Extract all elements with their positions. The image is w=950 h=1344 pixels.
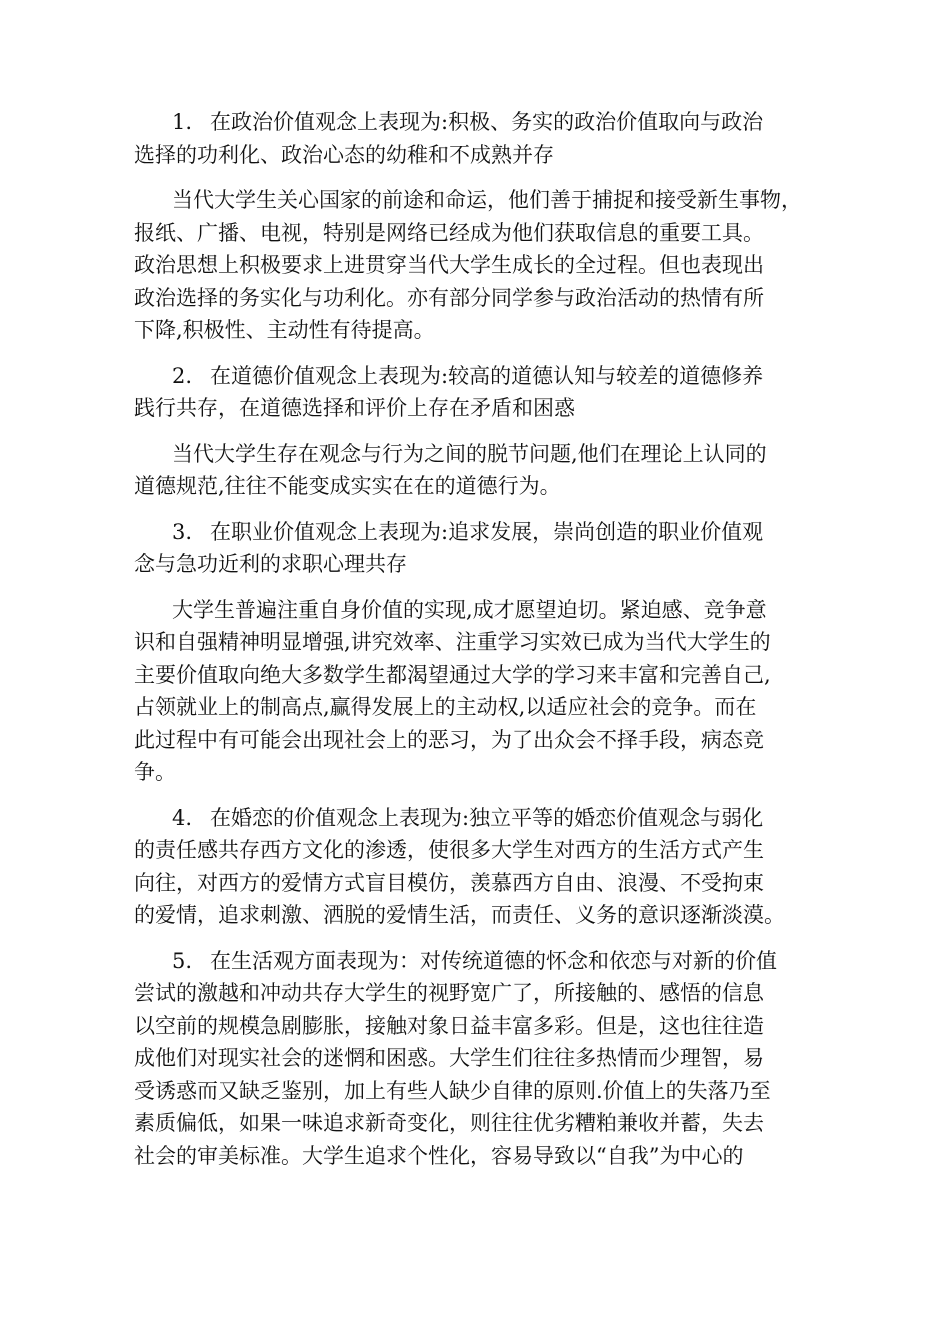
body-line: 社会的审美标准。大学生追求个性化，容易导致以“自我”为中心的 (134, 1143, 744, 1168)
body-line: 受诱惑而又缺乏鉴别，加上有些人缺少自律的原则.价值上的失落乃至 (134, 1078, 771, 1103)
heading-line: 念与急功近利的求职心理共存 (134, 552, 407, 576)
body-line: 主要价值取向绝大多数学生都渴望通过大学的学习来丰富和完善自己, (134, 662, 771, 687)
heading-line: 在职业价值观念上表现为:追求发展，崇尚创造的职业价值观 (210, 519, 764, 544)
section-heading-2 (134, 360, 834, 425)
body-line: 占领就业上的制高点,赢得发展上的主动权,以适应社会的竞争。而在 (134, 695, 757, 719)
heading-line: 践行共存，在道德选择和评价上存在矛盾和困惑 (134, 396, 575, 420)
body-paragraph-3 (134, 594, 834, 789)
body-line: 政治思想上积极要求上进贯穿当代大学生成长的全过程。但也表现出 (134, 253, 764, 277)
document-body (134, 106, 834, 1172)
body-line: 成他们对现实社会的迷惘和困惑。大学生们往往多热情而少理智，易 (134, 1046, 764, 1070)
body-line: 大学生普遍注重自身价值的实现,成才愿望迫切。紧迫感、竞争意 (172, 597, 767, 622)
body-line: 道德规范,往往不能变成实实在在的道德行为。 (134, 474, 561, 498)
body-line: 争。 (134, 760, 176, 784)
heading-line: 在生活观方面表现为：对传统道德的怀念和依恋与对新的价值 (210, 948, 777, 973)
body-line: 下降,积极性、主动性有待提高。 (134, 318, 435, 342)
section-heading-5 (134, 945, 834, 1173)
section-heading-1 (134, 106, 834, 171)
heading-line: 在道德价值观念上表现为:较高的道德认知与较差的道德修养 (210, 363, 764, 388)
section-heading-4 (134, 802, 834, 932)
body-line: 的爱情，追求刺激、洒脱的爱情生活，而责任、义务的意识逐渐淡漠。 (134, 903, 785, 927)
section-number: 1. (172, 110, 193, 134)
body-line: 素质偏低，如果一味追求新奇变化，则往往优劣糟粕兼收并蓄，失去 (134, 1111, 764, 1135)
body-line: 当代大学生存在观念与行为之间的脱节问题,他们在理论上认同的 (172, 441, 767, 466)
section-heading-3 (134, 516, 834, 581)
body-line: 尝试的激越和冲动共存大学生的视野宽广了，所接触的、感悟的信息 (134, 981, 764, 1005)
heading-line: 选择的功利化、政治心态的幼稚和不成熟并存 (134, 142, 554, 167)
body-paragraph-2 (134, 438, 834, 503)
body-line: 报纸、广播、电视，特别是网络已经成为他们获取信息的重要工具。 (134, 220, 764, 245)
body-line: 政治选择的务实化与功利化。亦有部分同学参与政治活动的热情有所 (134, 285, 764, 310)
section-number: 3. (172, 519, 193, 544)
body-line: 当代大学生关心国家的前途和命运，他们善于捕捉和接受新生事物， (172, 188, 802, 212)
body-paragraph-1 (134, 184, 834, 347)
heading-line: 在婚恋的价值观念上表现为:独立平等的婚恋价值观念与弱化 (210, 805, 764, 830)
body-line: 识和自强精神明显增强,讲究效率、注重学习实效已成为当代大学生的 (134, 630, 771, 654)
body-line: 此过程中有可能会出现社会上的恶习，为了出众会不择手段，病态竞 (134, 727, 764, 752)
section-number: 4. (172, 805, 193, 830)
heading-line: 在政治价值观念上表现为:积极、务实的政治价值取向与政治 (210, 110, 764, 134)
section-number: 5. (172, 948, 193, 973)
body-line: 以空前的规模急剧膨胀，接触对象日益丰富多彩。但是，这也往往造 (134, 1013, 764, 1038)
section-number: 2. (172, 363, 193, 388)
body-line: 向往，对西方的爱情方式盲目模仿，羡慕西方自由、浪漫、不受拘束 (134, 870, 764, 895)
body-line: 的责任感共存西方文化的渗透，使很多大学生对西方的生活方式产生 (134, 838, 764, 862)
